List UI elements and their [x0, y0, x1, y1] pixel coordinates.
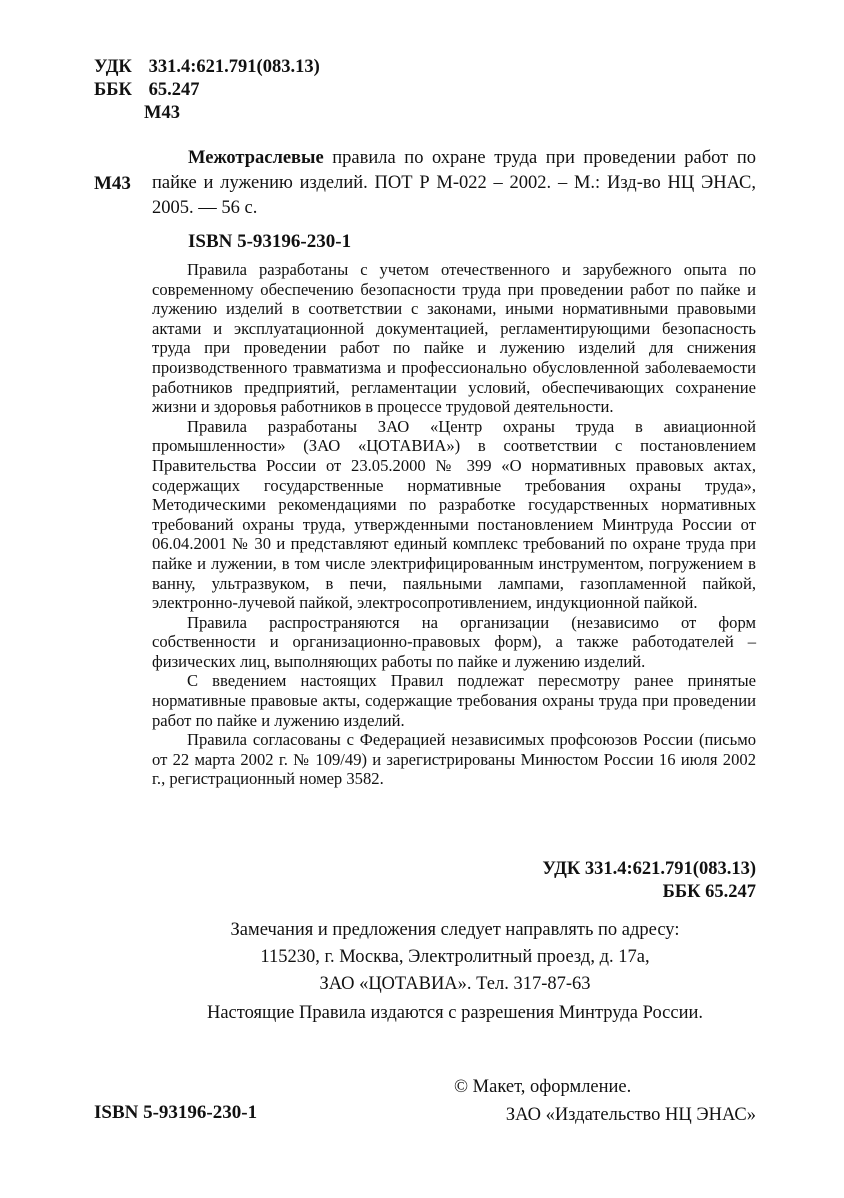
bbk-value: 65.247	[148, 80, 200, 100]
address-line: ЗАО «ЦОТАВИА». Тел. 317-87-63	[319, 974, 591, 994]
feedback-address	[100, 917, 810, 998]
side-author-mark: М43	[94, 173, 131, 194]
udk-row	[94, 56, 320, 79]
biblio-details: правила по охране труда при проведении работ по пайке и лужению изделий. ПОТ Р М-022 – 2002. – М.: Изд-во НЦ ЭНАС, 2005. — 56 с.	[152, 148, 756, 218]
isbn-bottom: ISBN 5-93196-230-1	[94, 1102, 258, 1123]
udk-value: 331.4:621.791(083.13)	[148, 57, 320, 77]
classification-codes-bottom	[420, 858, 756, 904]
udk-label: УДК	[94, 57, 132, 77]
author-mark: М43	[144, 103, 180, 123]
publisher-line: ЗАО «Издательство НЦ ЭНАС»	[505, 1105, 756, 1125]
address-line: 115230, г. Москва, Электролитный проезд, д. 17а,	[260, 947, 650, 967]
bbk-label: ББК	[94, 80, 132, 100]
permission-note: Настоящие Правила издаются с разрешения Минтруда России.	[206, 1003, 703, 1023]
abstract	[152, 260, 756, 789]
copyright-notice	[440, 1073, 756, 1129]
copyright-line: © Макет, оформление.	[454, 1077, 632, 1097]
bbk-bottom: ББК 65.247	[662, 882, 756, 902]
abstract-paragraph: Правила разработаны ЗАО «Центр охраны труда в авиационной промышленности» (ЗАО «ЦОТАВИА») в соответствии с постановлением Правительства России от 23.05.2000 № 399 «О нормативных правовых актах, содержащих государственные нормативные требования охраны труда», Методическими рекомендациями по разработке государственных нормативных требований охраны труда, утвержденными постановлением Минтруда России от 06.04.2001 № 30 и представляют единый комплекс требований по охране труда при пайке и лужении, в том числе электрифицированным инструментом, погружением в ванну, ультразвуком, в печи, паяльными лампами, газопламенной пайкой, электронно-лучевой пайкой, электросопротивлением, индукционной пайкой.	[152, 416, 756, 613]
isbn-main: ISBN 5-93196-230-1	[188, 231, 352, 252]
abstract-paragraph: Правила разработаны с учетом отечественного и зарубежного опыта по современному обеспечению безопасности труда при проведении работ по пайке и лужению изделий в соответствии с законами, иными нормативными правовыми актами и эксплуатационной документацией, регламентирующими безопасность труда при проведении работ по пайке и лужению изделий для снижения производственного травматизма и профессионально обусловленной заболеваемости работников предприятий, регламентации условий, обеспечивающих сохранение жизни и здоровья работников в процессе трудовой деятельности.	[152, 260, 756, 417]
abstract-paragraph: Правила распространяются на организации (независимо от форм собственности и организационно-правовых форм), а также работодателей – физических лиц, выполняющих работы по пайке и лужению изделий.	[152, 612, 756, 671]
classification-codes-top	[94, 56, 320, 125]
bbk-row	[94, 79, 320, 102]
address-line: Замечания и предложения следует направлять по адресу:	[230, 920, 680, 940]
udk-bottom: УДК 331.4:621.791(083.13)	[542, 859, 756, 879]
abstract-paragraph: Правила согласованы с Федерацией независимых профсоюзов России (письмо от 22 марта 2002 г. № 109/49) и зарегистрированы Минюстом России 16 июля 2002 г., регистрационный номер 3582.	[152, 730, 756, 789]
biblio-title: Межотраслевые	[188, 148, 324, 168]
abstract-paragraph: С введением настоящих Правил подлежат пересмотру ранее принятые нормативные правовые акты, содержащие требования охраны труда при проведении работ по пайке и лужению изделий.	[152, 671, 756, 730]
bibliographic-description	[152, 146, 756, 221]
